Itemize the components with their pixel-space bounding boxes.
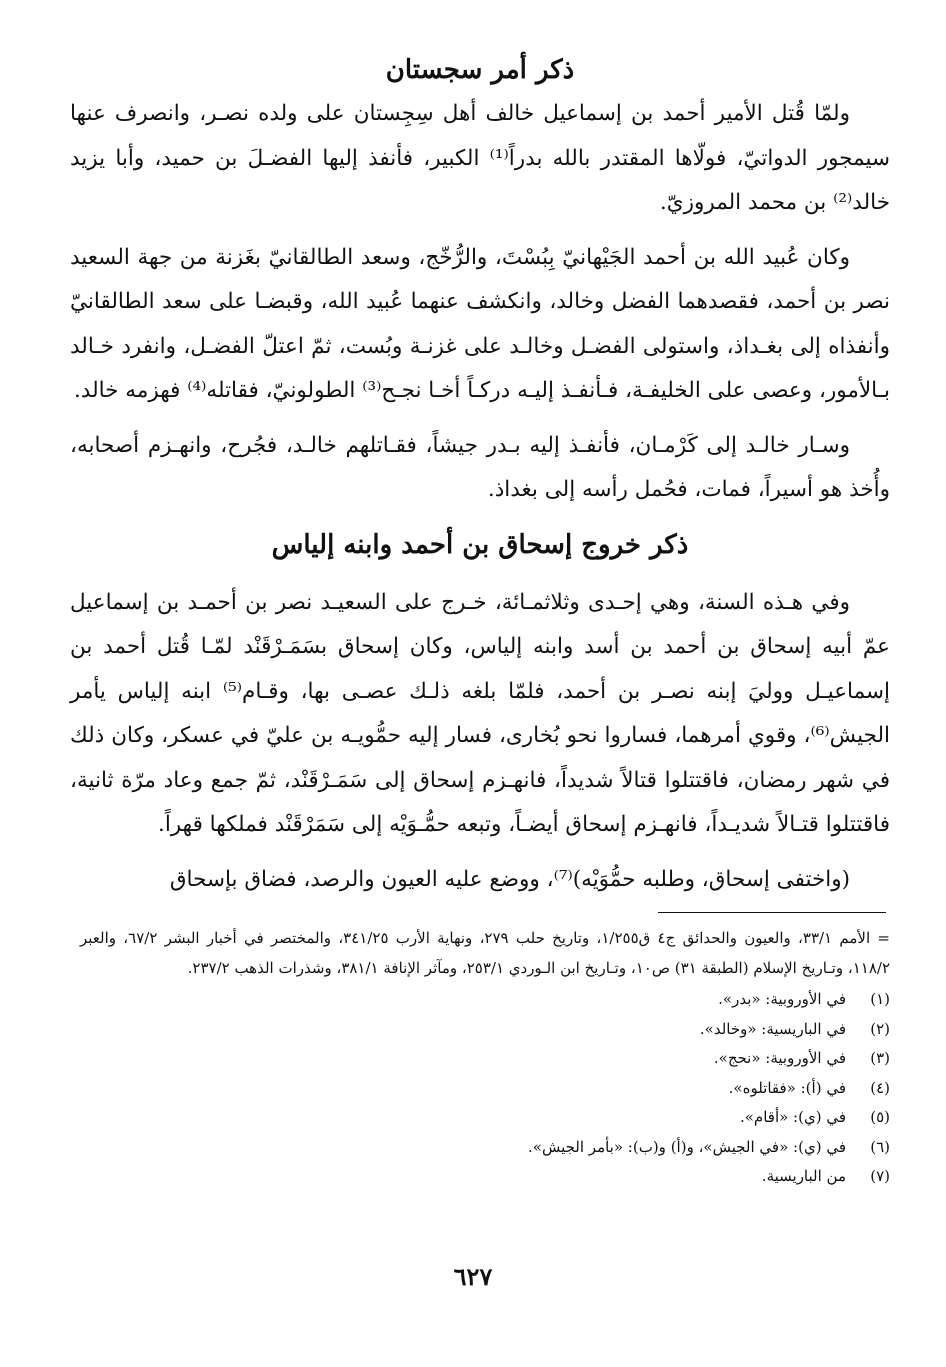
footnote-text: في الباريسية: «وخالد». (699, 1019, 846, 1038)
footnote-continuation: = الأمم ٣٣/١، والعيون والحدائق ج٤ ق١/٢٥٥، وتاريخ حلب ٢٧٩، ونهاية الأرب ٣٤١/٢٥، والمختصر في أخبار البشر ٦٧/٢، والعبر ١١٨/٢، وتـاريخ الإسلام (الطبقة ٣١) ص١٠، وتـاريخ ابن الـوردي ٢٥٣/١، ومآثر الإنافة ٣٨١/١، وشذرات الذهب ٢٣٧/٢. (80, 929, 890, 977)
paragraph-2: وكان عُبيد الله بن أحمد الجَيْهانيّ بِبُسْتَ، والرُّخّج، وسعد الطالقانيّ بغَزنة من جهة السعيد نصر بن أحمد، فقصدهما الفضل وخالد، وانكشف عنهما عُبيد الله، وقبضـا على سعد الطالقانيّ وأنفذاه إلى بغـداذ، واستولى الفضـل وخالـد على غزنـة وبُست، ثمّ اعتلّ الفضـل، وانفرد خـالد بـالأمور، وعصى على الخليفـة، فـأنفـذ إليـه دركـاً أخـا نجـح⁽³⁾ الطولونيّ، فقاتله⁽⁴⁾ فهزمه خالد. (70, 244, 890, 403)
paragraph-5: (واختفى إسحاق، وطلبه حمُّوَيْه)⁽⁷⁾، ووضع عليه العيون والرصد، فضاق بإسحاق (169, 866, 850, 892)
footnote-number: (١) (870, 990, 890, 1008)
footnote-number: (٢) (870, 1019, 890, 1038)
footnote-number: (٥) (870, 1108, 890, 1126)
section-heading-ishaq: ذكر خروج إسحاق بن أحمد وابنه إلياس (271, 529, 689, 560)
paragraph-3: وسـار خالـد إلى كَرْمـان، فأنفـذ إليه بـدر جيشاً، فقـاتلهم خالـد، فجُرح، وانهـزم أصحابه، وأُخذ هو أسيراً، فمات، فحُمل رأسه إلى بغداذ. (70, 432, 890, 502)
footnote-number: (٧) (870, 1167, 890, 1185)
footnote-item (80, 985, 890, 1015)
footnote-text: في الأوروبية: «نحج». (713, 1049, 846, 1067)
footnote-item (80, 1133, 890, 1163)
footnote-text: في الأوروبية: «بدر». (718, 990, 846, 1008)
footnote-number: (٣) (870, 1049, 890, 1067)
footnotes (80, 924, 890, 1192)
footnote-item (80, 1015, 890, 1045)
footnote-item (80, 1103, 890, 1133)
footnote-text: في (أ): «فقاتلوه». (728, 1078, 846, 1097)
section-heading-sijistan: ذكر أمر سجستان (385, 55, 575, 85)
page-number: ٦٢٧ (453, 1262, 493, 1291)
footnote-item (80, 1044, 890, 1074)
footnote-number: (٦) (870, 1137, 890, 1156)
page-body (70, 48, 890, 912)
footnote-separator (658, 912, 886, 913)
paragraph-1: ولمّا قُتل الأمير أحمد بن إسماعيل خالف أهل سِجِستان على ولده نصـر، وانصرف عنها سيمجور الدواتيّ، فولّاها المقتدر بالله بدراً⁽¹⁾ الكبير، فأنفذ إليها الفضـلَ بن حميد، وأبا يزيد خالد⁽²⁾ بن محمد المروزيّ. (70, 101, 890, 215)
footnote-text: في (ي): «أقام». (739, 1108, 846, 1126)
footnote-number: (٤) (870, 1078, 890, 1097)
footnote-text: في (ي): «في الجيش»، و(أ) و(ب): «بأمر الجيش». (528, 1137, 846, 1156)
footnote-item (80, 1162, 890, 1192)
footnote-item (80, 1074, 890, 1104)
paragraph-4: وفي هـذه السنة، وهي إحـدى وثلاثمـائة، خـرج على السعيـد نصر بن أحمـد بن إسماعيل عمّ أبيه إسحاق بن أحمد بن أسد وابنه إلياس، وكان إسحاق بسَمَـرْقَنْد لمّـا قُتل أحمد بن إسماعيـل ووليَ إبنه نصـر بن أحمد، فلمّا بلغه ذلـك عصـى بها، وقـام⁽⁵⁾ ابنه إلياس يأمر الجيش⁽⁶⁾، وقوي أمرهما، فساروا نحو بُخارى، فسار إليه حمُّويـه بن عليّ في عسكر، وكان ذلك في شهر رمضان، فاقتتلوا قتالاً شديداً، فانهـزم إسحاق إلى سَمَـرْقَنْد، ثمّ جمع وعاد مرّة ثانية، فاقتتلوا قتـالاً شديـداً، فانهـزم إسحاق أيضـاً، وتبعه حمُّـوَيْه إلى سَمَرْقَنْد فملكها قهراً. (70, 589, 890, 837)
footnote-text: من الباريسية. (761, 1167, 846, 1185)
footnote-list (80, 985, 890, 1192)
